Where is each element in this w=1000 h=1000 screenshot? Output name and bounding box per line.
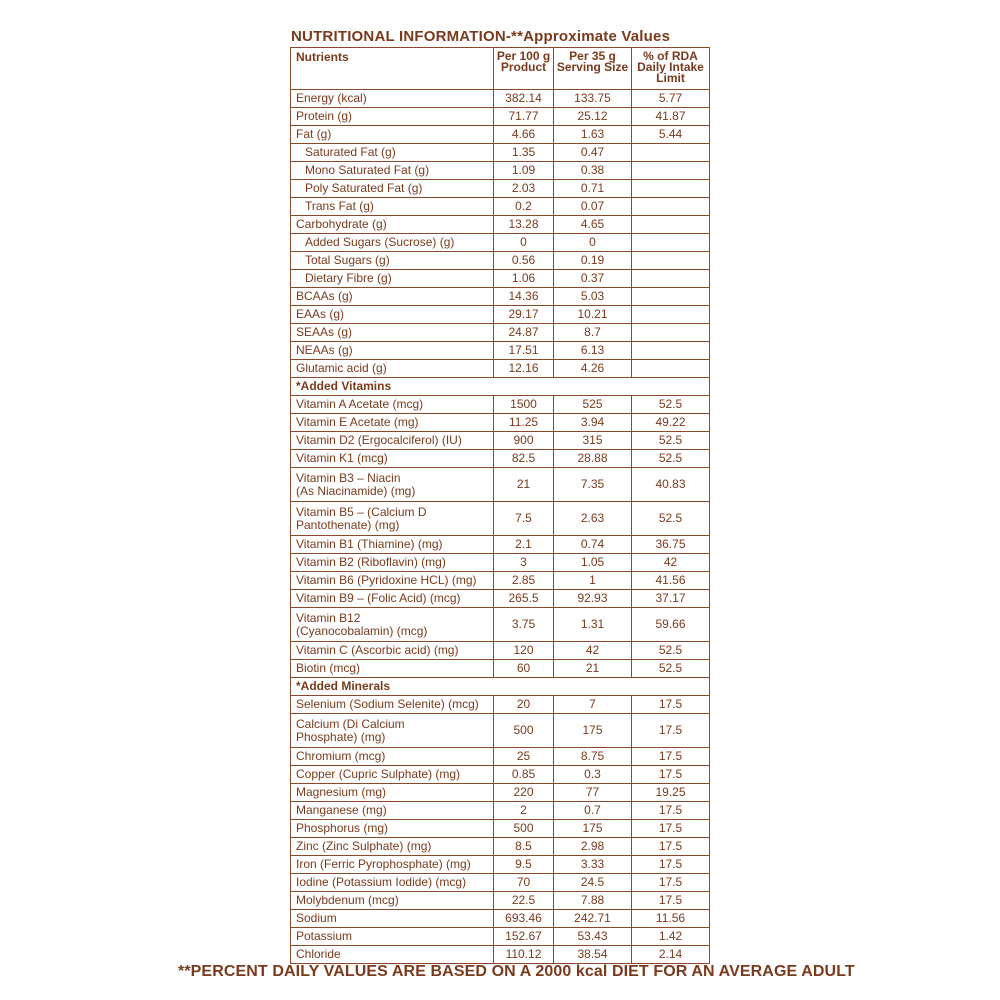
value-per-35g: 38.54: [554, 946, 632, 964]
header-row: [291, 48, 710, 90]
value-per-35g: 53.43: [554, 928, 632, 946]
nutrient-name: Vitamin B3 – Niacin (As Niacinamide) (mg): [291, 468, 494, 502]
value-rda-percent: 11.56: [632, 910, 710, 928]
value-per-35g: 3.33: [554, 856, 632, 874]
nutrient-name: Vitamin B12 (Cyanocobalamin) (mcg): [291, 608, 494, 642]
nutrient-name: EAAs (g): [291, 306, 494, 324]
value-per-100g: 152.67: [494, 928, 554, 946]
table-row: [291, 572, 710, 590]
value-rda-percent: 17.5: [632, 748, 710, 766]
value-per-100g: 11.25: [494, 414, 554, 432]
nutrient-name: Carbohydrate (g): [291, 216, 494, 234]
table-row: [291, 536, 710, 554]
value-per-100g: 120: [494, 642, 554, 660]
value-per-35g: 3.94: [554, 414, 632, 432]
value-per-35g: 0.19: [554, 252, 632, 270]
value-rda-percent: 1.42: [632, 928, 710, 946]
table-row: [291, 642, 710, 660]
value-per-35g: 0.47: [554, 144, 632, 162]
table-row: [291, 766, 710, 784]
value-per-100g: 2.85: [494, 572, 554, 590]
table-row: [291, 90, 710, 108]
nutrient-name: Chloride: [291, 946, 494, 964]
value-per-100g: 0.56: [494, 252, 554, 270]
value-rda-percent: 59.66: [632, 608, 710, 642]
nutrient-name: Added Sugars (Sucrose) (g): [291, 234, 494, 252]
value-per-35g: 25.12: [554, 108, 632, 126]
header-nutrients: Nutrients: [291, 48, 494, 90]
value-per-100g: 14.36: [494, 288, 554, 306]
value-per-100g: 500: [494, 714, 554, 748]
table-row: [291, 838, 710, 856]
table-row: [291, 360, 710, 378]
value-rda-percent: [632, 288, 710, 306]
nutrient-name: Molybdenum (mcg): [291, 892, 494, 910]
table-row: [291, 270, 710, 288]
value-per-100g: 500: [494, 820, 554, 838]
table-row: [291, 468, 710, 502]
value-rda-percent: 17.5: [632, 892, 710, 910]
value-rda-percent: 52.5: [632, 396, 710, 414]
value-rda-percent: 52.5: [632, 432, 710, 450]
value-per-35g: 77: [554, 784, 632, 802]
value-rda-percent: 37.17: [632, 590, 710, 608]
table-row: [291, 162, 710, 180]
value-per-100g: 0.85: [494, 766, 554, 784]
nutrition-table: [290, 47, 710, 964]
table-row: [291, 928, 710, 946]
table-row: [291, 396, 710, 414]
section-heading: *Added Minerals: [291, 678, 710, 696]
value-per-100g: 70: [494, 874, 554, 892]
value-per-35g: 8.75: [554, 748, 632, 766]
nutrient-name: Chromium (mcg): [291, 748, 494, 766]
value-rda-percent: 52.5: [632, 660, 710, 678]
footnote: **PERCENT DAILY VALUES ARE BASED ON A 2000 kcal DIET FOR AN AVERAGE ADULT: [178, 963, 855, 980]
nutrient-name: Vitamin D2 (Ergocalciferol) (IU): [291, 432, 494, 450]
table-row: [291, 342, 710, 360]
value-per-35g: 4.26: [554, 360, 632, 378]
value-per-100g: 110.12: [494, 946, 554, 964]
value-rda-percent: 52.5: [632, 450, 710, 468]
nutrient-name: Vitamin B6 (Pyridoxine HCL) (mg): [291, 572, 494, 590]
table-row: [291, 450, 710, 468]
value-per-100g: 24.87: [494, 324, 554, 342]
value-rda-percent: [632, 306, 710, 324]
value-rda-percent: [632, 216, 710, 234]
value-per-35g: 0.74: [554, 536, 632, 554]
nutrient-name: Biotin (mcg): [291, 660, 494, 678]
value-rda-percent: 36.75: [632, 536, 710, 554]
value-rda-percent: [632, 252, 710, 270]
value-per-100g: 1.06: [494, 270, 554, 288]
value-per-35g: 175: [554, 820, 632, 838]
nutrient-name: Vitamin B9 – (Folic Acid) (mcg): [291, 590, 494, 608]
value-per-35g: 2.63: [554, 502, 632, 536]
value-per-35g: 24.5: [554, 874, 632, 892]
value-per-100g: 1500: [494, 396, 554, 414]
value-per-100g: 0.2: [494, 198, 554, 216]
value-per-100g: 2.03: [494, 180, 554, 198]
value-rda-percent: [632, 360, 710, 378]
value-per-100g: 2: [494, 802, 554, 820]
value-rda-percent: [632, 198, 710, 216]
value-per-100g: 20: [494, 696, 554, 714]
table-row: [291, 554, 710, 572]
value-per-35g: 5.03: [554, 288, 632, 306]
section-heading: *Added Vitamins: [291, 378, 710, 396]
value-per-35g: 7: [554, 696, 632, 714]
table-row: [291, 608, 710, 642]
nutrition-rows: [291, 90, 710, 964]
nutrient-name: Phosphorus (mg): [291, 820, 494, 838]
table-row: [291, 414, 710, 432]
value-per-100g: 71.77: [494, 108, 554, 126]
header-rda: % of RDA Daily Intake Limit: [632, 48, 710, 90]
nutrient-name: Saturated Fat (g): [291, 144, 494, 162]
value-per-35g: 7.35: [554, 468, 632, 502]
value-per-100g: 8.5: [494, 838, 554, 856]
value-per-100g: 22.5: [494, 892, 554, 910]
value-per-100g: 3: [494, 554, 554, 572]
nutrient-name: Vitamin E Acetate (mg): [291, 414, 494, 432]
nutrient-name: Vitamin B5 – (Calcium D Pantothenate) (mg): [291, 502, 494, 536]
nutrient-name: NEAAs (g): [291, 342, 494, 360]
value-rda-percent: 40.83: [632, 468, 710, 502]
table-row: [291, 502, 710, 536]
value-per-100g: 21: [494, 468, 554, 502]
value-rda-percent: [632, 162, 710, 180]
value-rda-percent: 17.5: [632, 696, 710, 714]
value-rda-percent: 17.5: [632, 766, 710, 784]
value-rda-percent: 17.5: [632, 714, 710, 748]
value-per-100g: 900: [494, 432, 554, 450]
value-rda-percent: 2.14: [632, 946, 710, 964]
value-per-35g: 10.21: [554, 306, 632, 324]
value-per-35g: 1: [554, 572, 632, 590]
section-row: [291, 378, 710, 396]
value-per-35g: 1.31: [554, 608, 632, 642]
value-per-100g: 2.1: [494, 536, 554, 554]
value-rda-percent: 19.25: [632, 784, 710, 802]
value-per-35g: 0.07: [554, 198, 632, 216]
value-per-100g: 1.35: [494, 144, 554, 162]
table-row: [291, 180, 710, 198]
table-row: [291, 306, 710, 324]
value-per-100g: 29.17: [494, 306, 554, 324]
nutrient-name: Poly Saturated Fat (g): [291, 180, 494, 198]
table-row: [291, 252, 710, 270]
table-row: [291, 288, 710, 306]
value-per-35g: 28.88: [554, 450, 632, 468]
value-rda-percent: 17.5: [632, 802, 710, 820]
table-row: [291, 144, 710, 162]
table-row: [291, 856, 710, 874]
table-row: [291, 874, 710, 892]
value-per-100g: 9.5: [494, 856, 554, 874]
value-per-100g: 25: [494, 748, 554, 766]
nutrient-name: Fat (g): [291, 126, 494, 144]
value-rda-percent: 41.87: [632, 108, 710, 126]
value-per-100g: 3.75: [494, 608, 554, 642]
value-rda-percent: 49.22: [632, 414, 710, 432]
value-rda-percent: [632, 180, 710, 198]
value-per-35g: 0: [554, 234, 632, 252]
value-per-100g: 1.09: [494, 162, 554, 180]
value-rda-percent: 42: [632, 554, 710, 572]
nutrient-name: Mono Saturated Fat (g): [291, 162, 494, 180]
table-row: [291, 714, 710, 748]
value-per-35g: 6.13: [554, 342, 632, 360]
value-per-35g: 1.05: [554, 554, 632, 572]
header-per-100g: Per 100 g Product: [494, 48, 554, 90]
table-row: [291, 820, 710, 838]
nutrient-name: Glutamic acid (g): [291, 360, 494, 378]
nutrient-name: Protein (g): [291, 108, 494, 126]
value-per-35g: 525: [554, 396, 632, 414]
table-row: [291, 748, 710, 766]
value-per-35g: 315: [554, 432, 632, 450]
value-rda-percent: [632, 324, 710, 342]
nutrient-name: Energy (kcal): [291, 90, 494, 108]
value-per-35g: 0.37: [554, 270, 632, 288]
nutrient-name: Calcium (Di Calcium Phosphate) (mg): [291, 714, 494, 748]
section-row: [291, 678, 710, 696]
nutrient-name: Sodium: [291, 910, 494, 928]
table-row: [291, 892, 710, 910]
table-row: [291, 216, 710, 234]
value-per-35g: 0.71: [554, 180, 632, 198]
table-row: [291, 696, 710, 714]
table-row: [291, 126, 710, 144]
value-per-100g: 12.16: [494, 360, 554, 378]
nutrient-name: Copper (Cupric Sulphate) (mg): [291, 766, 494, 784]
nutrient-name: Iron (Ferric Pyrophosphate) (mg): [291, 856, 494, 874]
nutrient-name: Total Sugars (g): [291, 252, 494, 270]
value-per-100g: 82.5: [494, 450, 554, 468]
value-rda-percent: [632, 234, 710, 252]
value-per-35g: 0.38: [554, 162, 632, 180]
value-per-35g: 2.98: [554, 838, 632, 856]
nutrient-name: Dietary Fibre (g): [291, 270, 494, 288]
value-rda-percent: 17.5: [632, 874, 710, 892]
nutrient-name: SEAAs (g): [291, 324, 494, 342]
value-per-100g: 4.66: [494, 126, 554, 144]
table-row: [291, 108, 710, 126]
value-rda-percent: 41.56: [632, 572, 710, 590]
table-row: [291, 590, 710, 608]
nutrient-name: Iodine (Potassium Iodide) (mcg): [291, 874, 494, 892]
value-per-35g: 42: [554, 642, 632, 660]
nutrient-name: Vitamin A Acetate (mcg): [291, 396, 494, 414]
value-rda-percent: 5.44: [632, 126, 710, 144]
value-per-35g: 0.7: [554, 802, 632, 820]
table-row: [291, 432, 710, 450]
value-per-35g: 21: [554, 660, 632, 678]
value-rda-percent: 17.5: [632, 838, 710, 856]
nutrient-name: Zinc (Zinc Sulphate) (mg): [291, 838, 494, 856]
nutrient-name: BCAAs (g): [291, 288, 494, 306]
value-per-100g: 693.46: [494, 910, 554, 928]
table-row: [291, 234, 710, 252]
table-row: [291, 660, 710, 678]
table-row: [291, 198, 710, 216]
nutrient-name: Vitamin B2 (Riboflavin) (mg): [291, 554, 494, 572]
value-per-100g: 60: [494, 660, 554, 678]
table-row: [291, 802, 710, 820]
value-rda-percent: 52.5: [632, 642, 710, 660]
value-rda-percent: [632, 144, 710, 162]
value-per-35g: 7.88: [554, 892, 632, 910]
table-row: [291, 946, 710, 964]
value-rda-percent: [632, 342, 710, 360]
value-per-35g: 92.93: [554, 590, 632, 608]
table-row: [291, 324, 710, 342]
value-per-35g: 4.65: [554, 216, 632, 234]
value-rda-percent: 17.5: [632, 856, 710, 874]
nutrient-name: Vitamin C (Ascorbic acid) (mg): [291, 642, 494, 660]
value-per-100g: 265.5: [494, 590, 554, 608]
value-rda-percent: 17.5: [632, 820, 710, 838]
nutrient-name: Manganese (mg): [291, 802, 494, 820]
nutrient-name: Potassium: [291, 928, 494, 946]
value-rda-percent: 52.5: [632, 502, 710, 536]
value-per-35g: 242.71: [554, 910, 632, 928]
value-per-100g: 220: [494, 784, 554, 802]
value-per-35g: 133.75: [554, 90, 632, 108]
table-row: [291, 784, 710, 802]
value-per-100g: 0: [494, 234, 554, 252]
nutrient-name: Vitamin B1 (Thiamine) (mg): [291, 536, 494, 554]
nutrient-name: Selenium (Sodium Selenite) (mcg): [291, 696, 494, 714]
value-per-100g: 17.51: [494, 342, 554, 360]
value-rda-percent: 5.77: [632, 90, 710, 108]
value-per-35g: 1.63: [554, 126, 632, 144]
value-per-100g: 382.14: [494, 90, 554, 108]
header-per-35g: Per 35 g Serving Size: [554, 48, 632, 90]
value-per-35g: 175: [554, 714, 632, 748]
value-per-100g: 13.28: [494, 216, 554, 234]
value-per-35g: 8.7: [554, 324, 632, 342]
nutrient-name: Trans Fat (g): [291, 198, 494, 216]
value-per-100g: 7.5: [494, 502, 554, 536]
value-per-35g: 0.3: [554, 766, 632, 784]
table-row: [291, 910, 710, 928]
table-title: NUTRITIONAL INFORMATION-**Approximate Values: [291, 28, 671, 45]
value-rda-percent: [632, 270, 710, 288]
nutrient-name: Vitamin K1 (mcg): [291, 450, 494, 468]
nutrient-name: Magnesium (mg): [291, 784, 494, 802]
